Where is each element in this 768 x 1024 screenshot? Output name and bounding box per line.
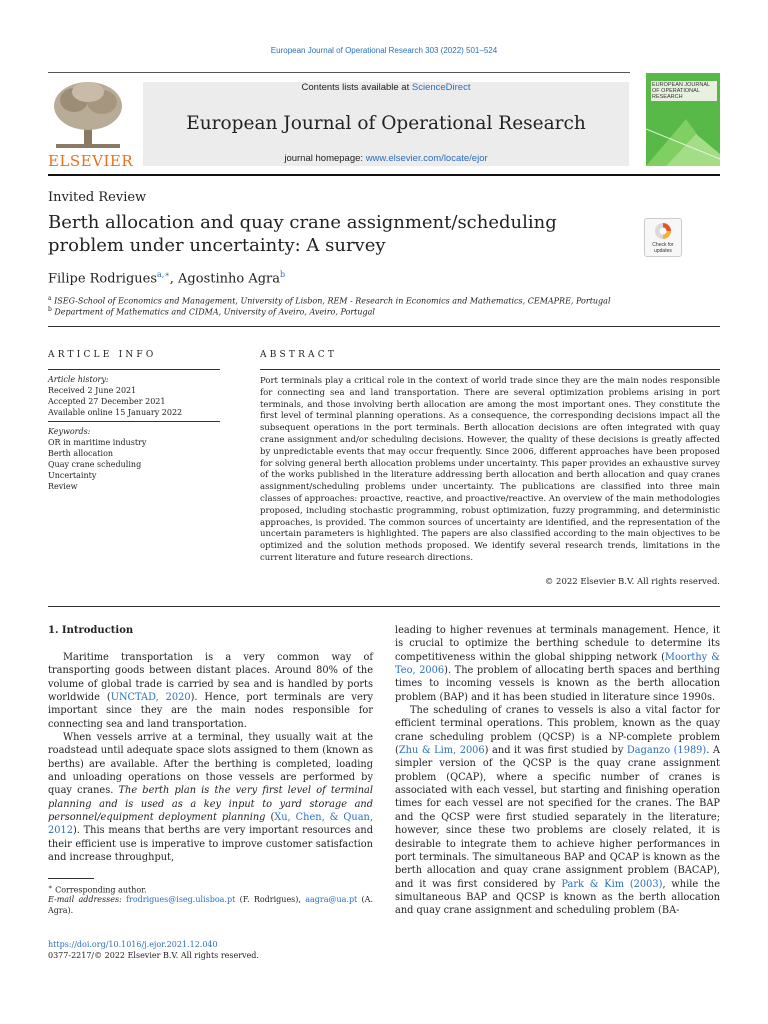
keywords — [48, 426, 146, 492]
author-affil-mark[interactable]: a,∗ — [157, 270, 170, 279]
text-run: ). Hence, port terminals are very important since they are the main nodes responsible for connecting sea and land transportation. — [48, 692, 373, 730]
text-run: ( — [265, 812, 275, 824]
keywords-label: Keywords: — [48, 427, 91, 436]
elsevier-wordmark: ELSEVIER — [48, 152, 134, 170]
journal-title: European Journal of Operational Research — [186, 113, 586, 134]
affiliation-mark: a — [48, 295, 52, 302]
homepage-link[interactable]: www.elsevier.com/locate/ejor — [365, 153, 488, 164]
text-run: When vessels arrive at a terminal, they usually wait at the roadstead until adequate space slots assigned to them (known as berths) are available. After the berthing is completed, loading and unloading operations on those vessels are performed by quay cranes. — [48, 732, 373, 797]
keyword: Review — [48, 482, 78, 491]
contents-prefix: Contents lists available at — [301, 82, 412, 93]
doi-link[interactable]: https://doi.org/10.1016/j.ejor.2021.12.040 — [48, 940, 218, 949]
text-run: Corresponding author. — [52, 885, 147, 895]
contents-line — [143, 82, 629, 93]
text-run: ). This means that berths are very important resources and their efficient use is imperative to improve customer satisfaction and increase throughput, — [48, 825, 373, 864]
check-updates-icon — [654, 222, 672, 240]
affiliation-mark: b — [48, 306, 52, 313]
cover-title: EUROPEAN JOURNAL OF OPERATIONAL RESEARCH — [651, 81, 717, 101]
footnote-mark: ∗ — [48, 883, 53, 891]
affiliation — [48, 295, 611, 306]
citation-link[interactable]: Park & Kim (2003) — [561, 878, 663, 890]
text-run: , while the simultaneous BAP and QCSP is known as the berth allocation and quay crane assignment and scheduling problem (BA- — [395, 878, 720, 917]
email-link[interactable]: frodrigues@iseg.ulisboa.pt — [126, 895, 236, 904]
homepage-line — [143, 153, 629, 164]
footnote-rule — [48, 878, 94, 879]
cover-graphic — [646, 109, 720, 166]
text-run: (A. Agra). — [48, 895, 373, 915]
history-item: Available online 15 January 2022 — [48, 408, 183, 417]
text-run: The scheduling of cranes to vessels is also a vital factor for efficient terminal operations. This problem, known as the quay crane scheduling problem (QCSP) is a NP-complete problem ( — [395, 705, 720, 757]
author-affil-mark[interactable]: b — [280, 270, 286, 279]
history-item: Accepted 27 December 2021 — [48, 397, 166, 406]
author-name: Filipe Rodrigues — [48, 271, 158, 287]
history-label: Article history: — [48, 375, 109, 384]
text-run: ) and it was first studied by — [484, 745, 627, 757]
text-run: Maritime transportation is a very common way of transporting goods between distant places. Around 80% of the volume of global trade is carried by sea and is handled by ports worldwide ( — [48, 652, 373, 704]
italic-run: The berth plan is the very first level of terminal planning and is used as a key input to yard storage and personnel/equipment deployment planning — [48, 785, 373, 824]
keyword: OR in maritime industry — [48, 438, 147, 447]
email-label: E-mail addresses: — [48, 895, 127, 904]
homepage-prefix: journal homepage: — [284, 153, 366, 164]
header-rule — [48, 72, 630, 73]
text-run: (F. Rodrigues), — [235, 895, 306, 904]
info-rule — [48, 369, 220, 370]
affiliation-text: Department of Mathematics and CIDMA, University of Aveiro, Aveiro, Portugal — [54, 307, 375, 317]
issn-copyright: 0377-2217/© 2022 Elsevier B.V. All rights reserved. — [48, 951, 259, 960]
abstract-heading: ABSTRACT — [260, 350, 338, 360]
article-history — [48, 374, 182, 418]
section-rule — [48, 326, 720, 327]
history-item: Received 2 June 2021 — [48, 386, 137, 395]
check-for-updates-badge[interactable] — [644, 218, 682, 257]
text-run: ). The problem of allocating berth spaces and berthing times to incoming vessels is known as the berth allocation problem (BAP) and it has been studied in literature since 1990s. — [395, 665, 720, 703]
affiliation — [48, 306, 375, 317]
citation-link[interactable]: Zhu & Lim, 2006 — [398, 745, 485, 757]
keyword: Berth allocation — [48, 449, 114, 458]
paragraph — [395, 704, 720, 918]
journal-citation[interactable]: European Journal of Operational Research 303 (2022) 501–524 — [270, 46, 498, 55]
abstract-text: Port terminals play a critical role in the context of world trade since they are the main nodes responsible for connecting sea and land transportation. There are several optimization problems arising in port terminals, and those involving berth allocation are among the most important ones. They constitute the first level of terminal planning operations. As a consequence, the corresponding decisions impact all the subsequent operations in the port terminals. Berth allocation decisions are often integrated with quay crane assignment and/or scheduling decisions. However, the quality of these decisions is greatly affected by unpredictable events that may occur frequently. Since 2006, different approaches have been proposed for solving general berth allocation problems under uncertainty. This paper provides an exhaustive survey of the works published in the literature addressing berth allocation and berth allocation and quay cranes assignment/scheduling problems under uncertainty. The publications are classified into three main classes of approaches: proactive, reactive, and proactive/reactive. An overview of the main methodologies proposed, including stochastic programming, robust optimization, fuzzy programming, and deterministic approaches, is provided. The common sources of uncertainty are identified, and the representation of the uncertain parameters is highlighted. The papers are also classified according to the main objectives to be optimized and the solution methods proposed. We identify several research trends, limitations in the current literature and future research directions. — [260, 376, 720, 563]
email-note — [48, 894, 373, 916]
header-thick-rule — [48, 174, 720, 176]
paragraph — [395, 624, 720, 704]
paragraph — [48, 651, 373, 731]
abstract-rule — [260, 369, 720, 370]
info-rule — [48, 421, 220, 422]
citation-link[interactable]: UNCTAD, 2020 — [110, 692, 191, 704]
author-separator: , — [169, 271, 179, 287]
journal-cover[interactable] — [646, 73, 720, 166]
sciencedirect-link[interactable]: ScienceDirect — [411, 82, 471, 93]
article-type: Invited Review — [48, 190, 147, 205]
text-run: leading to higher revenues at terminals management. Hence, it is crucial to optimize the berthing schedule to determine its competitiveness within the global shipping network ( — [395, 625, 720, 663]
right-column — [395, 624, 720, 918]
left-column — [48, 651, 373, 865]
elsevier-tree-logo — [48, 78, 128, 152]
citation-link[interactable]: Moorthy & Teo, 2006 — [395, 651, 720, 677]
article-info-heading: ARTICLE INFO — [48, 350, 157, 360]
author-name: Agostinho Agra — [178, 271, 280, 287]
text-run: . A simpler version of the QCSP is the quay crane assignment problem (QCAP), where a specific number of cranes is associated with each vessel, but starting and finishing operation times for each vessel are not specified for the cranes. The BAP and the QCSP were first studied separately in the literature; however, since these two problems are closely related, it is desirable to integrate them to achieve higher performances in port terminals. The simultaneous BAP and QCAP is known as the berth allocation and quay crane assignment problem (BACAP), and it was first considered by — [395, 745, 721, 890]
section-heading: 1. Introduction — [48, 625, 134, 636]
keyword: Uncertainty — [48, 471, 97, 480]
affiliation-text: ISEG-School of Economics and Management, University of Lisbon, REM - Research in Economics and Mathematics, CEMAPRE, Portugal — [54, 296, 611, 306]
article-title: Berth allocation and quay crane assignment/scheduling problem under uncertainty: A survey — [48, 212, 557, 256]
email-link[interactable]: aagra@ua.pt — [305, 895, 358, 904]
author-list — [48, 270, 285, 286]
section-rule — [48, 606, 720, 607]
abstract-copyright: © 2022 Elsevier B.V. All rights reserved. — [544, 577, 720, 587]
citation-link[interactable]: Xu, Chen, & Quan, 2012 — [48, 812, 373, 837]
paragraph — [48, 731, 373, 864]
citation-link[interactable]: Daganzo (1989) — [626, 745, 707, 757]
check-updates-label: Check for updates — [652, 242, 674, 254]
keyword: Quay crane scheduling — [48, 460, 142, 469]
